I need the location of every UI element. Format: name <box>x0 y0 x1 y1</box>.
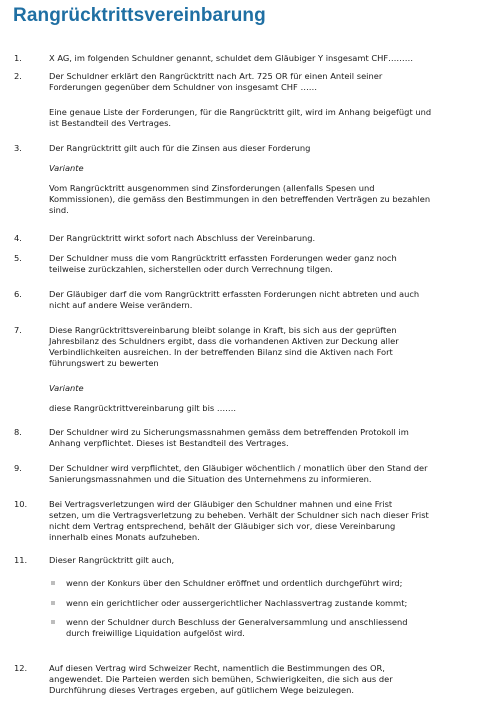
text-line: teilweise zurückzahlen, sicherstellen oder durch Verrechnung tilgen. <box>49 264 333 274</box>
text-line: Eine genaue Liste der Forderungen, für die Rangrücktritt gilt, wird im Anhang beigefügt und <box>49 107 432 117</box>
clause-text <box>49 403 469 414</box>
clause-text <box>49 53 469 64</box>
text-line: Anhang verpflichtet. Dieses ist Bestandteil des Vertrages. <box>49 438 289 448</box>
text-line: X AG, im folgenden Schuldner genannt, schuldet dem Gläubiger Y insgesamt CHF……… <box>49 53 414 63</box>
bullet-square-icon <box>51 581 55 585</box>
text-line: Verbindlichkeiten ausreichen. In der betreffenden Bilanz sind die Aktiven nach Fort <box>49 347 393 357</box>
clause-number: 2. <box>14 71 22 81</box>
clause-text <box>49 71 469 93</box>
text-line: Variante <box>49 163 84 173</box>
text-line: Durchführung dieses Vertrages ergeben, auf gütlichem Wege beizulegen. <box>49 685 355 695</box>
clause-number: 3. <box>14 143 22 153</box>
clause-number: 12. <box>14 663 28 673</box>
text-line: sind. <box>49 205 69 215</box>
text-line: Jahresbilanz des Schuldners ergibt, dass die vorhandenen Aktiven zur Deckung aller <box>49 336 399 346</box>
clause-number: 10. <box>14 499 28 509</box>
text-line: Sanierungsmassnahmen und die Situation des Unternehmens zu informieren. <box>49 474 372 484</box>
clause-text <box>49 555 469 566</box>
text-line: Der Rangrücktritt gilt auch für die Zinsen aus dieser Forderung <box>49 143 311 153</box>
text-line: Dieser Rangrücktritt gilt auch, <box>49 555 175 565</box>
text-line: nicht auf andere Weise verändern. <box>49 300 193 310</box>
text-line: Der Schuldner erklärt den Rangrücktritt nach Art. 725 OR für einen Anteil seiner <box>49 71 383 81</box>
clause-number: 8. <box>14 427 22 437</box>
text-line: Diese Rangrücktrittsvereinbarung bleibt solange in Kraft, bis sich aus der geprüften <box>49 325 397 335</box>
clause-text <box>49 663 469 696</box>
clause-text <box>49 427 469 449</box>
clause-text <box>49 183 469 216</box>
text-line: innerhalb eines Monats aufzuheben. <box>49 532 200 542</box>
text-line: diese Rangrücktrittvereinbarung gilt bis ……. <box>49 403 237 413</box>
text-line: setzen, um die Vertragsverletzung zu beheben. Verhält der Schuldner sich nach dieser Frist <box>49 510 429 520</box>
clause-number: 6. <box>14 289 22 299</box>
text-line: Der Gläubiger darf die vom Rangrücktritt erfassten Forderungen nicht abtreten und auch <box>49 289 420 299</box>
clause-number: 7. <box>14 325 22 335</box>
text-line: Der Rangrücktritt wirkt sofort nach Abschluss der Vereinbarung. <box>49 233 316 243</box>
text-line: Der Schuldner muss die vom Rangrücktritt erfassten Forderungen weder ganz noch <box>49 253 397 263</box>
variant-label <box>49 383 469 394</box>
clause-text <box>49 233 469 244</box>
bullet-square-icon <box>51 620 55 624</box>
text-line: angewendet. Die Parteien werden sich bemühen, Schwierigkeiten, die sich aus der <box>49 674 393 684</box>
clause-text <box>49 499 469 543</box>
bullet-text <box>66 598 470 609</box>
text-line: wenn ein gerichtlicher oder aussergerichtlicher Nachlassvertrag zustande kommt; <box>66 598 408 608</box>
clause-text <box>49 463 469 485</box>
text-line: Forderungen gegenüber dem Schuldner von insgesamt CHF …… <box>49 82 318 92</box>
clause-text <box>49 107 469 129</box>
clause-number: 4. <box>14 233 22 243</box>
clause-text <box>49 143 469 154</box>
text-line: durch freiwillige Liquidation aufgelöst wird. <box>66 628 245 638</box>
text-line: Kommissionen), die gemäss den Bestimmungen in den betreffenden Verträgen zu bezahlen <box>49 194 431 204</box>
text-line: Variante <box>49 383 84 393</box>
text-line: nicht dem Vertrag entsprechend, behält der Gläubiger sich vor, diese Vereinbarung <box>49 521 396 531</box>
text-line: Der Schuldner wird zu Sicherungsmassnahmen gemäss dem betreffenden Protokoll im <box>49 427 409 437</box>
page-title: Rangrücktrittsvereinbarung <box>13 5 266 26</box>
text-line: wenn der Konkurs über den Schuldner eröffnet und ordentlich durchgeführt wird; <box>66 578 403 588</box>
bullet-text <box>66 617 470 639</box>
bullet-text <box>66 578 470 589</box>
clause-text <box>49 289 469 311</box>
text-line: führungswert zu bewerten <box>49 358 159 368</box>
text-line: Auf diesen Vertrag wird Schweizer Recht, namentlich die Bestimmungen des OR, <box>49 663 385 673</box>
text-line: wenn der Schuldner durch Beschluss der Generalversammlung und anschliessend <box>66 617 408 627</box>
clause-number: 1. <box>14 53 22 63</box>
text-line: Vom Rangrücktritt ausgenommen sind Zinsforderungen (allenfalls Spesen und <box>49 183 375 193</box>
bullet-square-icon <box>51 601 55 605</box>
text-line: ist Bestandteil des Vertrages. <box>49 118 172 128</box>
clause-number: 11. <box>14 555 28 565</box>
text-line: Der Schuldner wird verpflichtet, den Gläubiger wöchentlich / monatlich über den Stand der <box>49 463 428 473</box>
text-line: Bei Vertragsverletzungen wird der Gläubiger den Schuldner mahnen und eine Frist <box>49 499 393 509</box>
clause-text <box>49 253 469 275</box>
clause-number: 9. <box>14 463 22 473</box>
clause-text <box>49 325 469 369</box>
clause-number: 5. <box>14 253 22 263</box>
variant-label <box>49 163 469 174</box>
